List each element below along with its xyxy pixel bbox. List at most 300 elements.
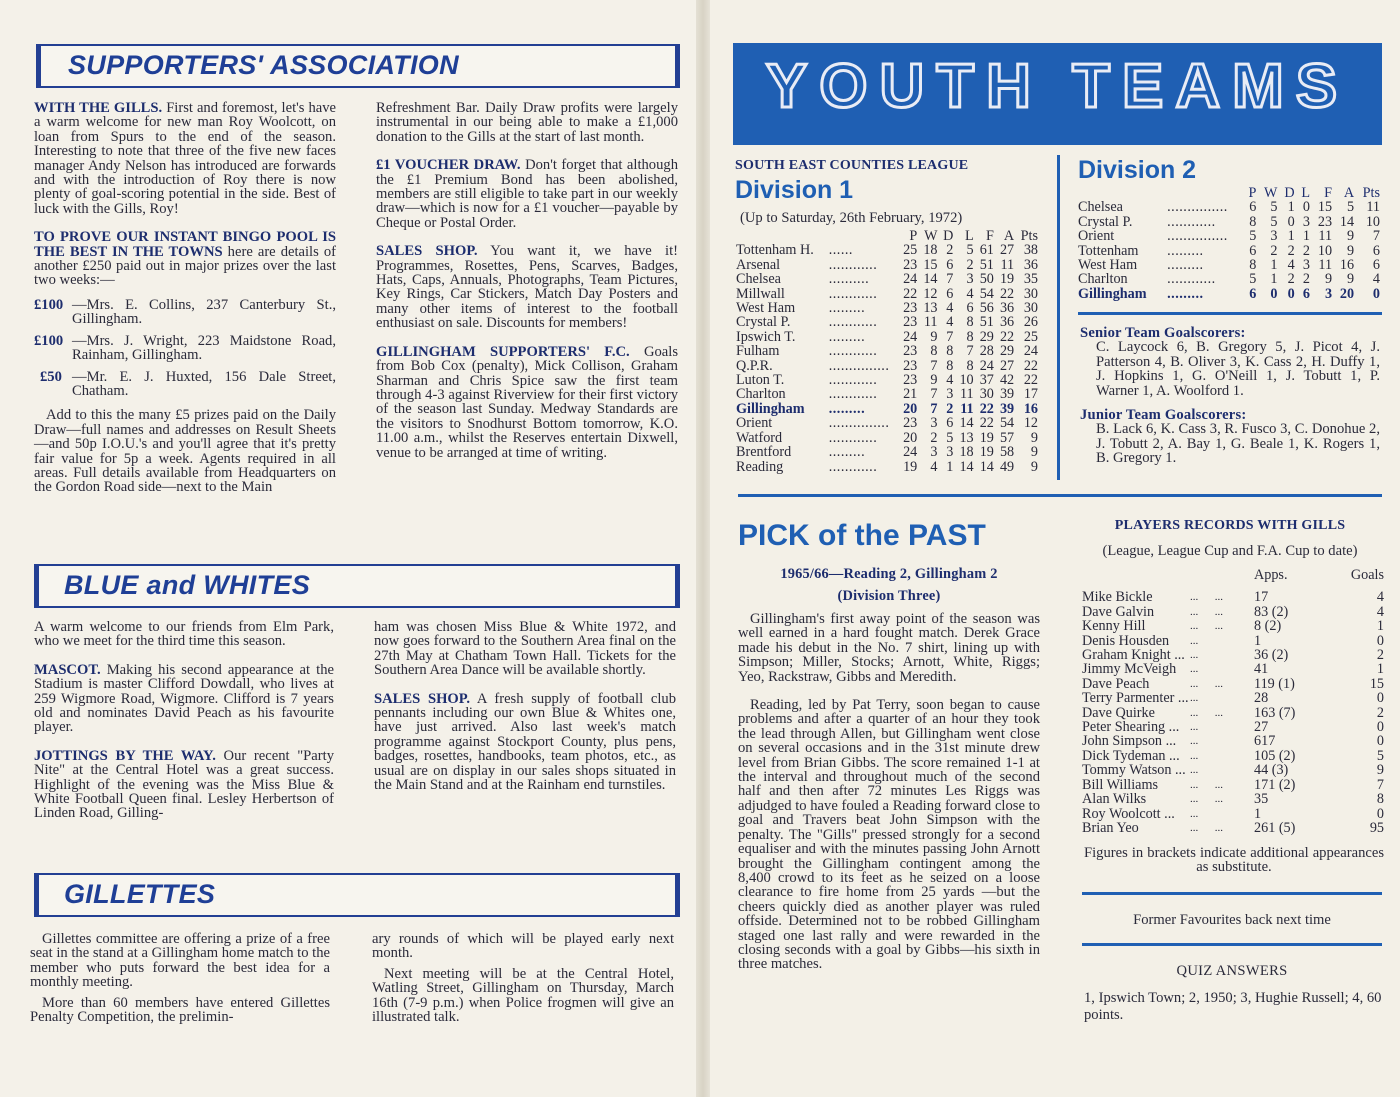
leader-dots: ... bbox=[1190, 764, 1199, 777]
supporters-left-column bbox=[34, 101, 336, 505]
pick-para-1: Gillingham's first away point of the season was well earned in a hard fought match. Derek Grace made his debut in the No. 7 shirt, lining up with Simpson; Miller, Stocks; Arnott, White, Riggs; Yeo, Rackstraw, Gibbs and Meredith. bbox=[738, 611, 1040, 685]
player-record-row bbox=[1082, 691, 1384, 705]
team-name: Fulham bbox=[736, 343, 780, 360]
leader-dots: ......... bbox=[828, 444, 866, 461]
senior-goalscorers-text: C. Laycock 6, B. Gregory 5, J. Picot 4, J. Patterson 4, B. Oliver 3, K. Cass 2, H. Duffy 1, J. Hopkins 1, G. O'Neill 1, J. Tobutt 1, P. Warner 1, A. Woolford 1. bbox=[1096, 339, 1380, 399]
team-name: Chelsea bbox=[736, 271, 781, 288]
stat-cell: 39 bbox=[999, 400, 1015, 417]
former-favourites-note: Former Favourites back next time bbox=[1133, 912, 1331, 928]
stat-cell: 5 bbox=[1249, 271, 1257, 288]
team-name: Orient bbox=[1078, 228, 1115, 245]
stat-cell: 1 bbox=[1287, 228, 1295, 245]
stat-cell: 9 bbox=[1346, 242, 1355, 259]
stat-cell: 54 bbox=[979, 285, 994, 302]
stat-cell: 11 bbox=[1366, 199, 1380, 216]
stat-cell: 54 bbox=[999, 415, 1015, 432]
league-row bbox=[736, 445, 1038, 459]
stat-cell: 6 bbox=[946, 256, 954, 273]
player-record-row bbox=[1082, 778, 1384, 792]
player-apps: 41 bbox=[1254, 661, 1269, 678]
stat-cell: 7 bbox=[946, 271, 954, 288]
gillettes-para-prize: Gillettes committee are offering a prize of a free seat in the stand at a Gillingham home match to the member who puts forward the best idea for a monthly meeting. bbox=[30, 931, 330, 991]
stat-cell: 57 bbox=[999, 429, 1015, 446]
stat-cell: 17 bbox=[1023, 386, 1038, 403]
stat-cell: 7 bbox=[966, 343, 974, 360]
player-goals: 9 bbox=[1376, 762, 1384, 779]
former-rule-top bbox=[1082, 892, 1382, 895]
team-name: Tottenham bbox=[1078, 242, 1139, 259]
stat-cell: 51 bbox=[979, 314, 994, 331]
leader-dots: ... bbox=[1190, 649, 1199, 662]
gillettes-para-penalty: More than 60 members have entered Gillettes Penalty Competition, the prelimin- bbox=[30, 994, 330, 1026]
league-row bbox=[736, 301, 1038, 315]
stat-cell: 11 bbox=[1318, 228, 1333, 245]
leader-dots: ... ... bbox=[1190, 706, 1223, 719]
stat-cell: 23 bbox=[903, 415, 918, 432]
blue-whites-para-jottings: JOTTINGS BY THE WAY. Our recent "Party Nite" at the Central Hotel was a great success. Highlight of the evening was the Miss Blue & White Football Queen final. Lesley Herbertson of Linden Road, Gilling- bbox=[34, 747, 334, 822]
stat-cell: 6 bbox=[1249, 199, 1257, 216]
pick-article bbox=[738, 612, 1040, 982]
stat-cell: 7 bbox=[930, 386, 938, 403]
leader-dots: ............... bbox=[1167, 228, 1228, 245]
leader-dots: ............ bbox=[828, 429, 878, 446]
leader-dots: ............ bbox=[828, 386, 878, 403]
stat-cell: 8 bbox=[1249, 213, 1257, 230]
former-rule-bottom bbox=[1082, 943, 1382, 946]
records-col-apps: Apps. bbox=[1254, 567, 1288, 583]
leader-dots: ............ bbox=[828, 285, 878, 302]
stat-cell: 3 bbox=[946, 444, 954, 461]
prize-item: £100 —Mrs. J. Wright, 223 Maidstone Road, Rainham, Gillingham. bbox=[34, 332, 336, 364]
league-row bbox=[736, 287, 1038, 301]
stat-cell: 8 bbox=[946, 357, 954, 374]
league-row bbox=[1078, 229, 1380, 243]
records-subtitle: (League, League Cup and F.A. Cup to date) bbox=[1102, 543, 1358, 559]
leader-dots: ............ bbox=[828, 458, 878, 475]
stat-cell: 21 bbox=[903, 386, 918, 403]
stat-cell: 20 bbox=[903, 400, 918, 417]
stat-cell: 36 bbox=[1023, 256, 1038, 273]
player-record-row bbox=[1082, 821, 1384, 835]
league-name: SOUTH EAST COUNTIES LEAGUE bbox=[735, 158, 969, 173]
stat-cell: 36 bbox=[999, 300, 1015, 317]
blue-whites-para-sales-shop: SALES SHOP. A fresh supply of football club pennants including our own Blue & Whites one, have just arrived. Also last week's match programme against Stockport County, plus pens, badges, rosettes, handbooks, team photos, etc., as usual are on display in our sales shops situated in the Main Stand and at the Rainham end turnstiles. bbox=[374, 690, 676, 794]
pick-division: (Division Three) bbox=[837, 588, 941, 604]
player-apps: 83 (2) bbox=[1254, 603, 1289, 620]
division-2-header-row: P W D L F A Pts bbox=[1248, 185, 1380, 201]
player-apps: 44 (3) bbox=[1254, 762, 1289, 779]
stat-cell: 9 bbox=[930, 372, 938, 389]
leader-dots: ... ... bbox=[1190, 793, 1223, 806]
stat-cell: 19 bbox=[903, 458, 918, 475]
stat-cell: 6 bbox=[1372, 242, 1380, 259]
leader-dots: ............ bbox=[828, 314, 878, 331]
team-name: Crystal P. bbox=[1078, 213, 1133, 230]
stat-cell: 18 bbox=[959, 444, 974, 461]
division-2-table bbox=[1078, 186, 1380, 301]
player-record-row bbox=[1082, 677, 1384, 691]
stat-cell: 15 bbox=[1317, 199, 1333, 216]
player-record-row bbox=[1082, 720, 1384, 734]
player-name: Roy Woolcott ... bbox=[1082, 805, 1175, 822]
player-record-row bbox=[1082, 749, 1384, 763]
player-apps: 28 bbox=[1254, 690, 1269, 707]
player-name: Kenny Hill bbox=[1082, 618, 1146, 635]
team-name: Charlton bbox=[1078, 271, 1128, 288]
prize-item: £100 —Mrs. E. Collins, 237 Canterbury St., Gillingham. bbox=[34, 296, 336, 328]
stat-cell: 3 bbox=[946, 386, 954, 403]
stat-cell: 0 bbox=[1302, 199, 1311, 216]
player-record-row bbox=[1082, 648, 1384, 662]
player-goals: 0 bbox=[1376, 632, 1384, 649]
stat-cell: 2 bbox=[930, 429, 938, 446]
team-name: Brentford bbox=[736, 444, 792, 461]
team-name: Millwall bbox=[736, 285, 785, 302]
team-name: Crystal P. bbox=[736, 314, 791, 331]
stat-cell: 23 bbox=[1317, 213, 1333, 230]
gillettes-left-column bbox=[30, 932, 330, 1034]
youth-section-rule bbox=[738, 494, 1382, 497]
leader-dots: ... bbox=[1190, 634, 1199, 647]
stat-cell: 27 bbox=[999, 357, 1015, 374]
stat-cell: 2 bbox=[946, 400, 954, 417]
stat-cell: 11 bbox=[923, 314, 938, 331]
stat-cell: 19 bbox=[979, 444, 994, 461]
leader-dots: ... ... bbox=[1190, 677, 1223, 690]
league-row bbox=[736, 344, 1038, 358]
stat-cell: 6 bbox=[1249, 242, 1257, 259]
stat-cell: 5 bbox=[1346, 199, 1355, 216]
stat-cell: 23 bbox=[903, 372, 918, 389]
leader-dots: ... bbox=[1190, 692, 1199, 705]
team-name: Luton T. bbox=[736, 372, 785, 389]
stat-cell: 8 bbox=[966, 328, 974, 345]
stat-cell: 5 bbox=[966, 242, 974, 259]
stat-cell: 5 bbox=[1270, 199, 1278, 216]
stat-cell: 19 bbox=[979, 429, 994, 446]
blue-whites-right-column bbox=[374, 620, 676, 802]
player-apps: 261 (5) bbox=[1254, 819, 1296, 836]
leader-dots: ............ bbox=[828, 372, 878, 389]
youth-teams-banner bbox=[733, 43, 1382, 145]
player-record-row bbox=[1082, 634, 1384, 648]
records-title: PLAYERS RECORDS WITH GILLS bbox=[1114, 518, 1346, 533]
leader-dots: ............ bbox=[1167, 213, 1216, 230]
stat-cell: 29 bbox=[999, 343, 1015, 360]
team-name: Tottenham H. bbox=[736, 242, 814, 259]
blue-whites-header-box bbox=[34, 564, 680, 608]
stat-cell: 12 bbox=[1023, 415, 1038, 432]
blue-whites-para-miss: ham was chosen Miss Blue & White 1972, and now goes forward to the Southern Area final on the 27th May at Chatham Town Hall. Tickets for the Southern Area Dance will be available shortly. bbox=[374, 619, 676, 679]
player-apps: 35 bbox=[1254, 791, 1269, 808]
player-apps: 36 (2) bbox=[1254, 647, 1289, 664]
stat-cell: 0 bbox=[1372, 285, 1380, 302]
supporters-para-fc: GILLINGHAM SUPPORTERS' F.C. Goals from Bob Cox (penalty), Mick Collison, Graham Sharman and Chris Spice saw the first team through 4-3 against Riverview for their first victory of the season last Sunday. Medway Standards are the visitors to Snodhurst Bottom tomorrow, K.O. 11.00 a.m., whilst the Reserves entertain Dixwell, venue to be arranged at time of writing. bbox=[376, 343, 679, 461]
blue-whites-left-column bbox=[34, 620, 334, 831]
stat-cell: 2 bbox=[1287, 271, 1295, 288]
junior-goalscorers-text: B. Lack 6, K. Cass 3, R. Fusco 3, C. Donohue 2, J. Tobutt 2, A. Bay 1, G. Beale 1, K. Rogers 1, B. Gregory 1. bbox=[1096, 421, 1380, 467]
player-apps: 8 (2) bbox=[1254, 618, 1282, 635]
stat-cell: 9 bbox=[1030, 444, 1038, 461]
gillettes-right-column bbox=[372, 932, 674, 1034]
player-record-row bbox=[1082, 734, 1384, 748]
stat-cell: 9 bbox=[1346, 271, 1355, 288]
quiz-title: QUIZ ANSWERS bbox=[1176, 963, 1288, 979]
stat-cell: 49 bbox=[999, 458, 1015, 475]
stat-cell: 14 bbox=[979, 458, 994, 475]
player-name: John Simpson ... bbox=[1082, 733, 1177, 750]
league-row bbox=[736, 416, 1038, 430]
gillettes-para-meeting: Next meeting will be at the Central Hotel, Watling Street, Gillingham on Thursday, March 16th (7-9 p.m.) when Police frogmen will give an illustrated talk. bbox=[372, 965, 674, 1026]
leader-dots: ... ... bbox=[1190, 778, 1223, 791]
league-row bbox=[736, 272, 1038, 286]
leader-dots: ......... bbox=[1167, 242, 1204, 259]
supporters-para-refreshment: Refreshment Bar. Daily Draw profits were largely instrumental in our being able to make a £1,000 donation to the Gills at the start of last month. bbox=[376, 100, 678, 145]
division-1-table bbox=[736, 229, 1038, 474]
player-name: Jimmy McVeigh bbox=[1082, 661, 1177, 678]
league-row bbox=[736, 460, 1038, 474]
leader-dots: ... bbox=[1190, 721, 1199, 734]
stat-cell: 22 bbox=[903, 285, 918, 302]
leader-dots: ............... bbox=[1167, 199, 1228, 216]
stat-cell: 30 bbox=[1023, 300, 1038, 317]
player-goals: 4 bbox=[1376, 603, 1384, 620]
stat-cell: 4 bbox=[930, 458, 938, 475]
leader-dots: ... ... bbox=[1190, 620, 1223, 633]
stat-cell: 24 bbox=[979, 357, 994, 374]
stat-cell: 51 bbox=[979, 256, 994, 273]
stat-cell: 13 bbox=[923, 300, 938, 317]
stat-cell: 10 bbox=[959, 372, 974, 389]
league-row bbox=[736, 387, 1038, 401]
quiz-answers: 1, Ipswich Town; 2, 1950; 3, Hughie Russell; 4, 60 points. bbox=[1084, 990, 1382, 1023]
team-name: Watford bbox=[736, 429, 783, 446]
leader-dots: ......... bbox=[1167, 257, 1204, 274]
player-goals: 1 bbox=[1376, 618, 1384, 635]
stat-cell: 24 bbox=[903, 444, 918, 461]
player-name: Tommy Watson ... bbox=[1082, 762, 1186, 779]
stat-cell: 3 bbox=[1302, 257, 1311, 274]
leader-dots: ............... bbox=[828, 357, 890, 374]
player-record-row bbox=[1082, 662, 1384, 676]
player-name: Terry Parmenter ... bbox=[1082, 690, 1189, 707]
league-row bbox=[736, 315, 1038, 329]
league-row bbox=[1078, 215, 1380, 229]
stat-cell: 22 bbox=[1023, 372, 1038, 389]
stat-cell: 8 bbox=[966, 314, 974, 331]
stat-cell: 1 bbox=[946, 458, 954, 475]
player-apps: 617 bbox=[1254, 733, 1276, 750]
records-col-goals: Goals bbox=[1350, 567, 1384, 583]
stat-cell: 6 bbox=[946, 285, 954, 302]
team-name: Arsenal bbox=[736, 256, 781, 273]
stat-cell: 2 bbox=[946, 242, 954, 259]
league-row bbox=[736, 431, 1038, 445]
player-record-row bbox=[1082, 792, 1384, 806]
player-goals: 0 bbox=[1376, 719, 1384, 736]
stat-cell: 27 bbox=[999, 242, 1015, 259]
player-goals: 2 bbox=[1376, 647, 1384, 664]
team-name: Orient bbox=[736, 415, 773, 432]
pick-match-title: 1965/66—Reading 2, Gillingham 2 bbox=[780, 566, 998, 582]
stat-cell: 6 bbox=[1372, 257, 1380, 274]
leader-dots: ... bbox=[1190, 807, 1199, 820]
team-name: Gillingham bbox=[736, 400, 805, 417]
stat-cell: 6 bbox=[946, 415, 954, 432]
stat-cell: 4 bbox=[966, 285, 974, 302]
stat-cell: 7 bbox=[930, 357, 938, 374]
leader-dots: ...... bbox=[828, 242, 853, 259]
player-record-row bbox=[1082, 590, 1384, 604]
stat-cell: 11 bbox=[1000, 256, 1015, 273]
stat-cell: 24 bbox=[903, 271, 918, 288]
pick-para-2: Reading, led by Pat Terry, soon began to cause problems and after a quarter of an hour they took the lead through Allen, but Gillingham went close on several occasions and in the 31st minute drew level from Brian Gibbs. The score remained 1-1 at the interval and throughout much of the second half and then after 72 minutes Les Riggs was adjudged to have fouled a Reading forward close to goal and Travers beat John Simpson with the penalty. The "Gills" pressed strongly for a second equaliser and with the minutes passing John Arnott brought the Gillingham contingent among the 8,400 crowd to its feet as he seized on a loose clearance to fire home from 25 yards —but the cheers quickly died as another player was ruled offside. Determined not to be robbed Gillingham staged one last rally and were rewarded in the closing seconds with a goal by Gibbs—his sixth in three matches. bbox=[738, 697, 1040, 973]
stat-cell: 0 bbox=[1287, 213, 1295, 230]
stat-cell: 3 bbox=[930, 415, 938, 432]
player-goals: 15 bbox=[1369, 675, 1384, 692]
stat-cell: 12 bbox=[923, 285, 938, 302]
stat-cell: 5 bbox=[946, 429, 954, 446]
division-1-title: Division 1 bbox=[735, 176, 854, 204]
stat-cell: 36 bbox=[999, 314, 1015, 331]
blue-whites-para-mascot: MASCOT. Making his second appearance at the Stadium is master Clifford Dowdall, who lives at 259 Wigmore Road, Wigmore. Clifford is 7 years old and nominates David Peach as his favourite player. bbox=[34, 661, 334, 736]
stat-cell: 30 bbox=[1023, 285, 1038, 302]
stat-cell: 16 bbox=[1023, 400, 1038, 417]
team-name: Gillingham bbox=[1078, 285, 1147, 302]
player-goals: 0 bbox=[1376, 805, 1384, 822]
stat-cell: 7 bbox=[946, 328, 954, 345]
stat-cell: 23 bbox=[903, 256, 918, 273]
player-apps: 119 (1) bbox=[1254, 675, 1295, 692]
stat-cell: 4 bbox=[1287, 257, 1295, 274]
blue-whites-para-welcome: A warm welcome to our friends from Elm Park, who we meet for the third time this season. bbox=[34, 619, 334, 650]
page-gutter bbox=[696, 0, 710, 1097]
player-name: Dave Peach bbox=[1082, 675, 1150, 692]
leader-dots: ... bbox=[1190, 735, 1199, 748]
player-record-row bbox=[1082, 605, 1384, 619]
leader-dots: ... bbox=[1190, 749, 1199, 762]
stat-cell: 24 bbox=[1023, 343, 1038, 360]
leader-dots: ... ... bbox=[1190, 821, 1223, 834]
stat-cell: 42 bbox=[999, 372, 1015, 389]
stat-cell: 14 bbox=[959, 415, 974, 432]
player-record-row bbox=[1082, 619, 1384, 633]
stat-cell: 8 bbox=[930, 343, 938, 360]
league-row bbox=[736, 359, 1038, 373]
stat-cell: 6 bbox=[1302, 285, 1311, 302]
player-apps: 171 (2) bbox=[1254, 776, 1296, 793]
stat-cell: 20 bbox=[1339, 285, 1355, 302]
stat-cell: 4 bbox=[1372, 271, 1380, 288]
stat-cell: 9 bbox=[1030, 458, 1038, 475]
stat-cell: 61 bbox=[979, 242, 994, 259]
stat-cell: 11 bbox=[960, 400, 974, 417]
supporters-para-gills: WITH THE GILLS. First and foremost, let's have a warm welcome for new man Roy Woolcott, on loan from Spurs to the end of the season. Interesting to note that three of the five new faces manager Andy Nelson has introduced are forwards and with the introduction of Roy there is now plenty of goal-scoring potential in the side. Best of luck with the Gills, Roy! bbox=[34, 100, 336, 217]
leader-dots: ... ... bbox=[1190, 591, 1223, 604]
stat-cell: 2 bbox=[1302, 242, 1311, 259]
stat-cell: 7 bbox=[1372, 228, 1380, 245]
stat-cell: 50 bbox=[979, 271, 994, 288]
leader-dots: ... ... bbox=[1190, 605, 1223, 618]
supporters-para-sales-shop: SALES SHOP. You want it, we have it! Programmes, Rosettes, Pens, Scarves, Badges, Hats, Caps, Annuals, Photographs, Team Pictures, Key Rings, Car Stickers, Match Day Posters and many other items of interest to the football enthusiast on sale. Discounts for members! bbox=[376, 243, 678, 332]
stat-cell: 9 bbox=[1324, 271, 1333, 288]
stat-cell: 2 bbox=[1287, 242, 1295, 259]
stat-cell: 4 bbox=[946, 300, 954, 317]
stat-cell: 28 bbox=[979, 343, 994, 360]
stat-cell: 39 bbox=[999, 386, 1015, 403]
stat-cell: 38 bbox=[1023, 242, 1038, 259]
junior-goalscorers-title: Junior Team Goalscorers: bbox=[1080, 407, 1247, 424]
stat-cell: 2 bbox=[1302, 271, 1311, 288]
stat-cell: 58 bbox=[999, 444, 1015, 461]
stat-cell: 22 bbox=[999, 285, 1015, 302]
stat-cell: 0 bbox=[1287, 285, 1295, 302]
stat-cell: 5 bbox=[1249, 228, 1257, 245]
stat-cell: 0 bbox=[1270, 285, 1278, 302]
league-row bbox=[736, 402, 1038, 416]
player-apps: 163 (7) bbox=[1254, 704, 1296, 721]
stat-cell: 11 bbox=[959, 386, 974, 403]
league-row bbox=[1078, 258, 1380, 272]
player-name: Mike Bickle bbox=[1082, 589, 1153, 606]
player-name: Graham Knight ... bbox=[1082, 647, 1185, 664]
leader-dots: ............ bbox=[828, 343, 878, 360]
team-name: Charlton bbox=[736, 386, 786, 403]
stat-cell: 56 bbox=[979, 300, 994, 317]
player-record-row bbox=[1082, 706, 1384, 720]
stat-cell: 5 bbox=[1270, 213, 1278, 230]
leader-dots: ... bbox=[1190, 663, 1199, 676]
gillettes-para-rounds: ary rounds of which will be played early next month. bbox=[372, 931, 674, 962]
youth-teams-title: YOUTH TEAMS bbox=[765, 52, 1350, 121]
stat-cell: 8 bbox=[946, 343, 954, 360]
stat-cell: 22 bbox=[999, 328, 1015, 345]
player-apps: 1 bbox=[1254, 632, 1262, 649]
player-goals: 2 bbox=[1376, 704, 1384, 721]
league-row bbox=[1078, 200, 1380, 214]
stat-cell: 30 bbox=[979, 386, 994, 403]
leader-dots: ......... bbox=[828, 328, 866, 345]
stat-cell: 23 bbox=[903, 300, 918, 317]
team-name: Reading bbox=[736, 458, 784, 475]
stat-cell: 26 bbox=[1023, 314, 1038, 331]
player-apps: 27 bbox=[1254, 719, 1269, 736]
division-2-rule bbox=[1078, 312, 1382, 315]
leader-dots: ............ bbox=[828, 256, 878, 273]
supporters-para-daily-draw: Add to this the many £5 prizes paid on the Daily Draw—full names and addresses on Result Sheets—and 50p I.O.U.'s and you'll agree that it's pretty fair value for 5p a week. Agents required in all areas. Full details available from Headquarters on the Gordon Road side—next to the Main bbox=[34, 407, 336, 496]
stat-cell: 29 bbox=[979, 328, 994, 345]
stat-cell: 8 bbox=[1249, 257, 1257, 274]
stat-cell: 8 bbox=[966, 357, 974, 374]
stat-cell: 35 bbox=[1023, 271, 1038, 288]
leader-dots: ............... bbox=[828, 415, 890, 432]
stat-cell: 9 bbox=[1030, 429, 1038, 446]
stat-cell: 4 bbox=[946, 314, 954, 331]
stat-cell: 3 bbox=[1270, 228, 1278, 245]
stat-cell: 1 bbox=[1287, 199, 1295, 216]
stat-cell: 1 bbox=[1270, 271, 1278, 288]
division-divider bbox=[1057, 155, 1060, 480]
team-name: West Ham bbox=[736, 300, 796, 317]
player-goals: 1 bbox=[1376, 661, 1384, 678]
stat-cell: 10 bbox=[1317, 242, 1333, 259]
stat-cell: 15 bbox=[923, 256, 938, 273]
gillettes-title: GILLETTES bbox=[64, 879, 216, 909]
team-name: Q.P.R. bbox=[736, 357, 773, 374]
league-row bbox=[736, 330, 1038, 344]
prize-item: £50 —Mr. E. J. Huxted, 156 Dale Street, Chatham. bbox=[40, 368, 336, 399]
stat-cell: 37 bbox=[979, 372, 994, 389]
